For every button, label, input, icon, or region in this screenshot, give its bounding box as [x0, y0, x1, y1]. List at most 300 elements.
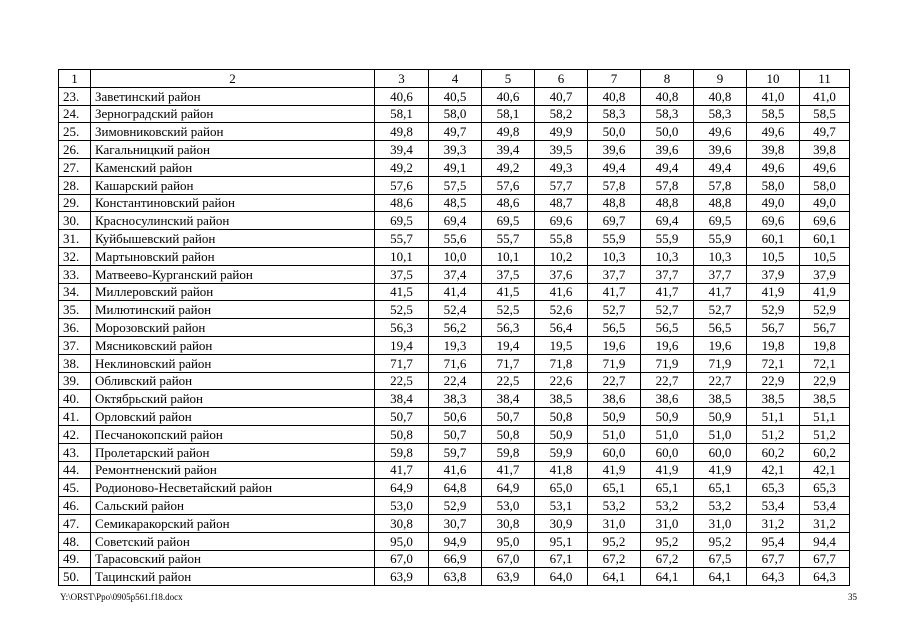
value-cell: 55,7	[375, 230, 429, 248]
district-name: Родионово-Несветайский район	[91, 479, 375, 497]
value-cell: 51,0	[694, 425, 747, 443]
value-cell: 71,8	[535, 354, 588, 372]
value-cell: 53,0	[375, 497, 429, 515]
value-cell: 71,7	[375, 354, 429, 372]
value-cell: 94,9	[429, 532, 482, 550]
district-name: Кашарский район	[91, 176, 375, 194]
value-cell: 22,9	[747, 372, 800, 390]
header-cell: 10	[747, 70, 800, 88]
row-number: 43.	[59, 443, 91, 461]
value-cell: 58,0	[800, 176, 850, 194]
value-cell: 38,6	[641, 390, 694, 408]
value-cell: 67,5	[694, 550, 747, 568]
value-cell: 10,2	[535, 247, 588, 265]
value-cell: 58,3	[694, 105, 747, 123]
value-cell: 56,7	[747, 319, 800, 337]
value-cell: 95,1	[535, 532, 588, 550]
value-cell: 56,4	[535, 319, 588, 337]
row-number: 33.	[59, 265, 91, 283]
value-cell: 38,3	[429, 390, 482, 408]
value-cell: 71,9	[694, 354, 747, 372]
value-cell: 48,7	[535, 194, 588, 212]
table-row	[59, 212, 850, 230]
row-number: 36.	[59, 319, 91, 337]
value-cell: 50,9	[588, 408, 641, 426]
value-cell: 49,2	[482, 158, 535, 176]
value-cell: 58,5	[800, 105, 850, 123]
value-cell: 38,5	[747, 390, 800, 408]
district-name: Куйбышевский район	[91, 230, 375, 248]
value-cell: 30,7	[429, 514, 482, 532]
row-number: 45.	[59, 479, 91, 497]
value-cell: 95,2	[641, 532, 694, 550]
district-name: Морозовский район	[91, 319, 375, 337]
value-cell: 57,6	[375, 176, 429, 194]
value-cell: 49,0	[800, 194, 850, 212]
value-cell: 50,9	[641, 408, 694, 426]
value-cell: 40,7	[535, 87, 588, 105]
value-cell: 49,6	[694, 123, 747, 141]
value-cell: 41,9	[694, 461, 747, 479]
value-cell: 67,7	[800, 550, 850, 568]
value-cell: 53,2	[588, 497, 641, 515]
value-cell: 64,3	[800, 568, 850, 586]
header-cell: 3	[375, 70, 429, 88]
value-cell: 55,9	[588, 230, 641, 248]
value-cell: 52,9	[747, 301, 800, 319]
value-cell: 53,4	[800, 497, 850, 515]
value-cell: 38,4	[482, 390, 535, 408]
value-cell: 41,7	[375, 461, 429, 479]
data-table	[58, 69, 850, 586]
value-cell: 64,0	[535, 568, 588, 586]
value-cell: 65,1	[694, 479, 747, 497]
value-cell: 37,5	[375, 265, 429, 283]
value-cell: 69,7	[588, 212, 641, 230]
value-cell: 49,6	[747, 123, 800, 141]
value-cell: 63,9	[482, 568, 535, 586]
value-cell: 49,6	[800, 158, 850, 176]
value-cell: 57,6	[482, 176, 535, 194]
value-cell: 19,6	[641, 336, 694, 354]
value-cell: 37,5	[482, 265, 535, 283]
value-cell: 57,8	[694, 176, 747, 194]
value-cell: 42,1	[747, 461, 800, 479]
row-number: 48.	[59, 532, 91, 550]
data-table-container	[58, 69, 849, 586]
value-cell: 48,8	[641, 194, 694, 212]
value-cell: 39,4	[375, 141, 429, 159]
value-cell: 41,9	[588, 461, 641, 479]
value-cell: 51,2	[800, 425, 850, 443]
value-cell: 69,6	[800, 212, 850, 230]
value-cell: 10,1	[482, 247, 535, 265]
table-row	[59, 87, 850, 105]
row-number: 37.	[59, 336, 91, 354]
value-cell: 48,6	[482, 194, 535, 212]
value-cell: 53,2	[641, 497, 694, 515]
table-row	[59, 283, 850, 301]
value-cell: 48,6	[375, 194, 429, 212]
value-cell: 19,6	[588, 336, 641, 354]
value-cell: 69,4	[429, 212, 482, 230]
value-cell: 72,1	[800, 354, 850, 372]
value-cell: 66,9	[429, 550, 482, 568]
value-cell: 41,7	[588, 283, 641, 301]
value-cell: 64,1	[588, 568, 641, 586]
value-cell: 50,7	[375, 408, 429, 426]
value-cell: 56,2	[429, 319, 482, 337]
value-cell: 41,9	[641, 461, 694, 479]
district-name: Константиновский район	[91, 194, 375, 212]
value-cell: 52,5	[482, 301, 535, 319]
value-cell: 55,7	[482, 230, 535, 248]
value-cell: 39,6	[588, 141, 641, 159]
row-number: 44.	[59, 461, 91, 479]
value-cell: 50,0	[588, 123, 641, 141]
value-cell: 37,4	[429, 265, 482, 283]
value-cell: 64,1	[641, 568, 694, 586]
value-cell: 42,1	[800, 461, 850, 479]
value-cell: 95,2	[694, 532, 747, 550]
row-number: 46.	[59, 497, 91, 515]
value-cell: 56,5	[694, 319, 747, 337]
table-row	[59, 514, 850, 532]
value-cell: 49,6	[747, 158, 800, 176]
value-cell: 60,2	[747, 443, 800, 461]
value-cell: 19,4	[482, 336, 535, 354]
value-cell: 64,3	[747, 568, 800, 586]
value-cell: 51,1	[747, 408, 800, 426]
value-cell: 58,0	[747, 176, 800, 194]
row-number: 32.	[59, 247, 91, 265]
table-row	[59, 141, 850, 159]
value-cell: 53,4	[747, 497, 800, 515]
value-cell: 52,9	[800, 301, 850, 319]
value-cell: 60,1	[747, 230, 800, 248]
value-cell: 50,6	[429, 408, 482, 426]
value-cell: 59,8	[375, 443, 429, 461]
value-cell: 22,7	[641, 372, 694, 390]
value-cell: 41,7	[694, 283, 747, 301]
value-cell: 58,1	[482, 105, 535, 123]
value-cell: 31,2	[800, 514, 850, 532]
table-row	[59, 550, 850, 568]
value-cell: 22,5	[375, 372, 429, 390]
value-cell: 52,7	[588, 301, 641, 319]
value-cell: 51,0	[641, 425, 694, 443]
value-cell: 52,6	[535, 301, 588, 319]
value-cell: 10,0	[429, 247, 482, 265]
value-cell: 57,8	[588, 176, 641, 194]
header-row	[59, 70, 850, 88]
value-cell: 49,3	[535, 158, 588, 176]
value-cell: 41,0	[800, 87, 850, 105]
value-cell: 95,0	[482, 532, 535, 550]
table-row	[59, 408, 850, 426]
value-cell: 50,8	[375, 425, 429, 443]
header-cell: 9	[694, 70, 747, 88]
value-cell: 41,6	[535, 283, 588, 301]
value-cell: 10,3	[588, 247, 641, 265]
table-row	[59, 568, 850, 586]
value-cell: 49,7	[429, 123, 482, 141]
value-cell: 71,9	[588, 354, 641, 372]
value-cell: 65,1	[641, 479, 694, 497]
file-path-footer: Y:\ORST\Ppo\0905p561.f18.docx	[60, 592, 183, 602]
row-number: 24.	[59, 105, 91, 123]
table-row	[59, 319, 850, 337]
row-number: 35.	[59, 301, 91, 319]
district-name: Матвеево-Курганский район	[91, 265, 375, 283]
value-cell: 40,8	[588, 87, 641, 105]
district-name: Неклиновский район	[91, 354, 375, 372]
value-cell: 49,4	[694, 158, 747, 176]
value-cell: 67,2	[641, 550, 694, 568]
table-row	[59, 247, 850, 265]
value-cell: 60,1	[800, 230, 850, 248]
row-number: 40.	[59, 390, 91, 408]
header-cell: 2	[91, 70, 375, 88]
row-number: 26.	[59, 141, 91, 159]
value-cell: 10,3	[694, 247, 747, 265]
district-name: Пролетарский район	[91, 443, 375, 461]
row-number: 23.	[59, 87, 91, 105]
value-cell: 59,7	[429, 443, 482, 461]
row-number: 31.	[59, 230, 91, 248]
value-cell: 39,8	[800, 141, 850, 159]
value-cell: 41,0	[747, 87, 800, 105]
value-cell: 69,5	[375, 212, 429, 230]
value-cell: 64,8	[429, 479, 482, 497]
table-row	[59, 390, 850, 408]
district-name: Мартыновский район	[91, 247, 375, 265]
value-cell: 95,0	[375, 532, 429, 550]
district-name: Песчанокопский район	[91, 425, 375, 443]
value-cell: 95,4	[747, 532, 800, 550]
district-name: Зимовниковский район	[91, 123, 375, 141]
district-name: Красносулинский район	[91, 212, 375, 230]
district-name: Миллеровский район	[91, 283, 375, 301]
value-cell: 39,6	[694, 141, 747, 159]
district-name: Мясниковский район	[91, 336, 375, 354]
value-cell: 59,9	[535, 443, 588, 461]
value-cell: 50,0	[641, 123, 694, 141]
value-cell: 69,5	[694, 212, 747, 230]
value-cell: 30,8	[482, 514, 535, 532]
value-cell: 31,0	[588, 514, 641, 532]
value-cell: 67,1	[535, 550, 588, 568]
value-cell: 48,8	[588, 194, 641, 212]
value-cell: 10,1	[375, 247, 429, 265]
value-cell: 58,3	[641, 105, 694, 123]
value-cell: 53,2	[694, 497, 747, 515]
value-cell: 51,1	[800, 408, 850, 426]
header-cell: 4	[429, 70, 482, 88]
value-cell: 41,4	[429, 283, 482, 301]
value-cell: 39,5	[535, 141, 588, 159]
district-name: Октябрьский район	[91, 390, 375, 408]
table-row	[59, 497, 850, 515]
value-cell: 48,8	[694, 194, 747, 212]
value-cell: 50,7	[482, 408, 535, 426]
district-name: Каменский район	[91, 158, 375, 176]
value-cell: 58,5	[747, 105, 800, 123]
district-name: Милютинский район	[91, 301, 375, 319]
value-cell: 49,8	[375, 123, 429, 141]
value-cell: 40,6	[482, 87, 535, 105]
table-row	[59, 105, 850, 123]
value-cell: 60,0	[641, 443, 694, 461]
table-row	[59, 301, 850, 319]
value-cell: 22,5	[482, 372, 535, 390]
value-cell: 63,8	[429, 568, 482, 586]
value-cell: 67,7	[747, 550, 800, 568]
row-number: 28.	[59, 176, 91, 194]
value-cell: 38,5	[535, 390, 588, 408]
table-row	[59, 230, 850, 248]
value-cell: 67,0	[375, 550, 429, 568]
value-cell: 55,9	[641, 230, 694, 248]
value-cell: 19,8	[800, 336, 850, 354]
district-name: Зерноградский район	[91, 105, 375, 123]
value-cell: 19,5	[535, 336, 588, 354]
table-row	[59, 176, 850, 194]
district-name: Ремонтненский район	[91, 461, 375, 479]
value-cell: 64,9	[482, 479, 535, 497]
value-cell: 69,5	[482, 212, 535, 230]
value-cell: 59,8	[482, 443, 535, 461]
value-cell: 63,9	[375, 568, 429, 586]
value-cell: 67,0	[482, 550, 535, 568]
table-row	[59, 443, 850, 461]
district-name: Орловский район	[91, 408, 375, 426]
value-cell: 37,9	[747, 265, 800, 283]
value-cell: 39,3	[429, 141, 482, 159]
value-cell: 22,4	[429, 372, 482, 390]
district-name: Тацинский район	[91, 568, 375, 586]
header-cell: 11	[800, 70, 850, 88]
row-number: 34.	[59, 283, 91, 301]
value-cell: 52,7	[641, 301, 694, 319]
value-cell: 40,5	[429, 87, 482, 105]
value-cell: 71,9	[641, 354, 694, 372]
value-cell: 30,9	[535, 514, 588, 532]
value-cell: 52,7	[694, 301, 747, 319]
value-cell: 49,1	[429, 158, 482, 176]
table-row	[59, 372, 850, 390]
district-name: Сальский район	[91, 497, 375, 515]
value-cell: 49,4	[588, 158, 641, 176]
value-cell: 37,7	[588, 265, 641, 283]
value-cell: 40,6	[375, 87, 429, 105]
value-cell: 31,0	[694, 514, 747, 532]
value-cell: 53,0	[482, 497, 535, 515]
row-number: 47.	[59, 514, 91, 532]
table-row	[59, 336, 850, 354]
row-number: 42.	[59, 425, 91, 443]
row-number: 41.	[59, 408, 91, 426]
value-cell: 49,2	[375, 158, 429, 176]
value-cell: 49,9	[535, 123, 588, 141]
value-cell: 50,9	[535, 425, 588, 443]
value-cell: 58,0	[429, 105, 482, 123]
value-cell: 38,4	[375, 390, 429, 408]
value-cell: 51,2	[747, 425, 800, 443]
row-number: 39.	[59, 372, 91, 390]
value-cell: 56,7	[800, 319, 850, 337]
value-cell: 49,0	[747, 194, 800, 212]
value-cell: 64,1	[694, 568, 747, 586]
value-cell: 69,4	[641, 212, 694, 230]
value-cell: 31,0	[641, 514, 694, 532]
value-cell: 22,7	[588, 372, 641, 390]
row-number: 49.	[59, 550, 91, 568]
header-cell: 5	[482, 70, 535, 88]
value-cell: 60,0	[588, 443, 641, 461]
value-cell: 41,5	[482, 283, 535, 301]
value-cell: 56,5	[588, 319, 641, 337]
value-cell: 39,8	[747, 141, 800, 159]
value-cell: 50,8	[535, 408, 588, 426]
value-cell: 58,2	[535, 105, 588, 123]
value-cell: 67,2	[588, 550, 641, 568]
value-cell: 51,0	[588, 425, 641, 443]
row-number: 50.	[59, 568, 91, 586]
value-cell: 94,4	[800, 532, 850, 550]
value-cell: 65,1	[588, 479, 641, 497]
value-cell: 56,3	[375, 319, 429, 337]
value-cell: 49,8	[482, 123, 535, 141]
table-row	[59, 532, 850, 550]
value-cell: 22,9	[800, 372, 850, 390]
value-cell: 19,8	[747, 336, 800, 354]
value-cell: 71,6	[429, 354, 482, 372]
district-name: Обливский район	[91, 372, 375, 390]
value-cell: 57,8	[641, 176, 694, 194]
table-row	[59, 123, 850, 141]
value-cell: 55,6	[429, 230, 482, 248]
value-cell: 72,1	[747, 354, 800, 372]
header-cell: 6	[535, 70, 588, 88]
row-number: 29.	[59, 194, 91, 212]
value-cell: 50,9	[694, 408, 747, 426]
value-cell: 65,3	[800, 479, 850, 497]
district-name: Советский район	[91, 532, 375, 550]
value-cell: 64,9	[375, 479, 429, 497]
value-cell: 10,5	[800, 247, 850, 265]
value-cell: 10,3	[641, 247, 694, 265]
district-name: Тарасовский район	[91, 550, 375, 568]
value-cell: 52,5	[375, 301, 429, 319]
value-cell: 30,8	[375, 514, 429, 532]
header-cell: 7	[588, 70, 641, 88]
row-number: 38.	[59, 354, 91, 372]
value-cell: 60,0	[694, 443, 747, 461]
value-cell: 49,7	[800, 123, 850, 141]
value-cell: 37,7	[641, 265, 694, 283]
value-cell: 41,9	[800, 283, 850, 301]
table-row	[59, 479, 850, 497]
value-cell: 71,7	[482, 354, 535, 372]
value-cell: 41,7	[641, 283, 694, 301]
value-cell: 65,3	[747, 479, 800, 497]
district-name: Кагальницкий район	[91, 141, 375, 159]
row-number: 25.	[59, 123, 91, 141]
value-cell: 57,5	[429, 176, 482, 194]
table-row	[59, 265, 850, 283]
value-cell: 52,4	[429, 301, 482, 319]
